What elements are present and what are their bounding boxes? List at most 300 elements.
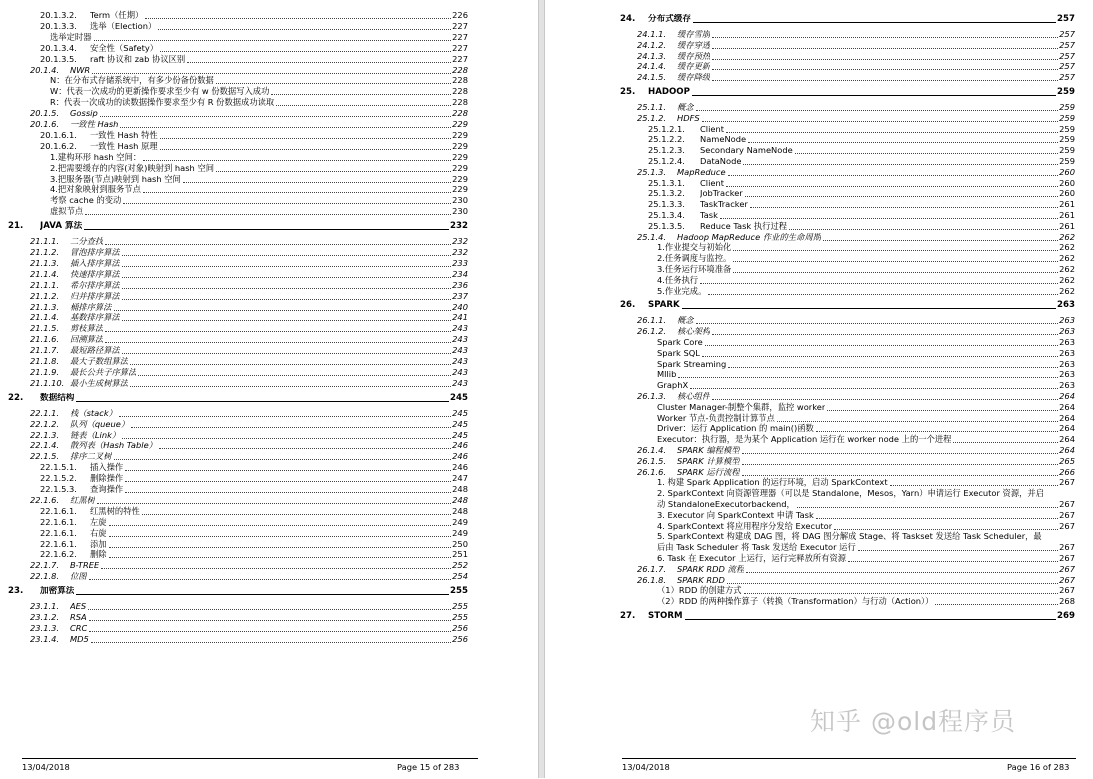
toc-entry-page: 257 — [1059, 72, 1075, 83]
toc-entry-title: 剪枝算法 — [70, 323, 104, 334]
toc-leader-dots — [105, 342, 451, 343]
toc-page-left — [0, 0, 538, 778]
toc-entry[interactable] — [657, 423, 1075, 434]
toc-entry[interactable] — [637, 61, 1075, 72]
toc-entry-page: 243 — [452, 323, 468, 334]
toc-entry[interactable] — [648, 134, 1075, 145]
toc-entry-page: 267 — [1059, 553, 1075, 563]
toc-entry-number: 20.1.3.2. — [40, 10, 77, 20]
toc-entry[interactable] — [40, 141, 468, 152]
toc-leader-dots — [702, 121, 1058, 122]
toc-leader-dots — [125, 492, 451, 493]
toc-entry-title: 一致性 Hash 原理 — [90, 140, 158, 151]
toc-entry[interactable] — [648, 188, 1075, 199]
toc-entry-number: 25.1.2.4. — [648, 156, 685, 166]
toc-entry-number: 25. — [620, 87, 636, 97]
toc-entry-number: 22.1.4. — [30, 440, 60, 451]
toc-chapter-entry[interactable] — [8, 586, 468, 597]
toc-entry-title: 冒泡排序算法 — [70, 247, 120, 257]
toc-entry-title: 1. 构建 Spark Application 的运行环境，启动 SparkContext — [657, 477, 888, 488]
toc-entry-title: （1）RDD 的创建方式 — [657, 585, 742, 596]
toc-entry-page: 227 — [452, 42, 468, 53]
toc-entry-page: 268 — [1059, 596, 1075, 607]
toc-leader-dots — [122, 288, 451, 289]
toc-entry[interactable] — [30, 312, 468, 323]
toc-entry-title: 基数排序算法 — [70, 312, 120, 323]
toc-entry-page: 246 — [452, 440, 468, 451]
toc-entry-page: 257 — [1059, 50, 1075, 61]
toc-leader-dots — [727, 583, 1058, 584]
toc-leader-dots — [114, 310, 452, 311]
toc-entry-title: 删除 — [90, 549, 107, 560]
toc-entry-number: 27. — [620, 611, 636, 621]
toc-entry-title: SPARK 计算模型 — [677, 455, 740, 466]
toc-entry[interactable] — [637, 167, 1075, 178]
toc-entry[interactable] — [648, 210, 1075, 221]
toc-entry[interactable] — [40, 130, 468, 141]
toc-entry-title: HADOOP — [648, 87, 690, 97]
toc-leader-dots — [692, 95, 1056, 96]
toc-leader-dots — [142, 514, 451, 515]
toc-entry-title: 3.任务运行环境准备 — [657, 264, 732, 274]
toc-entry[interactable] — [30, 560, 468, 571]
toc-leader-dots — [712, 399, 1058, 400]
toc-entry-title: 概念 — [677, 102, 694, 112]
toc-entry-page: 232 — [452, 236, 468, 247]
toc-entry-title: 5.作业完成。 — [657, 285, 707, 296]
toc-entry[interactable] — [657, 542, 1075, 553]
toc-entry-page: 243 — [452, 377, 468, 388]
toc-entry[interactable] — [637, 40, 1075, 51]
toc-chapter-entry[interactable] — [620, 611, 1075, 622]
toc-entry-title: 快速排序算法 — [70, 268, 120, 279]
toc-entry[interactable] — [30, 612, 468, 623]
toc-entry-number: 23.1.2. — [30, 612, 60, 622]
toc-entry-title: 一致性 Hash 特性 — [90, 129, 158, 140]
toc-entry-number: 24.1.4. — [637, 61, 667, 72]
toc-entry-page: 263 — [1059, 358, 1075, 369]
toc-entry-page: 245 — [452, 407, 468, 418]
toc-entry[interactable] — [30, 108, 468, 119]
toc-entry[interactable] — [657, 531, 1075, 542]
toc-entry[interactable] — [30, 280, 468, 291]
toc-entry-number: 26.1.7. — [637, 563, 667, 574]
toc-leader-dots — [746, 572, 1058, 573]
toc-entry-number: 21.1.9. — [30, 366, 60, 377]
toc-entry-title: Term（任期） — [90, 10, 144, 20]
toc-entry[interactable] — [30, 571, 468, 582]
toc-entry-page: 228 — [452, 108, 468, 119]
toc-entry[interactable] — [30, 302, 468, 313]
toc-entry-page: 262 — [1059, 253, 1075, 264]
toc-entry[interactable] — [648, 221, 1075, 232]
toc-leader-dots — [696, 110, 1059, 111]
toc-entry[interactable] — [30, 408, 468, 419]
toc-entry-page: 259 — [1059, 134, 1075, 145]
toc-entry[interactable] — [657, 275, 1075, 286]
toc-entry[interactable] — [50, 75, 468, 86]
toc-entry-page: 247 — [452, 473, 468, 484]
toc-entry[interactable] — [50, 163, 468, 174]
toc-entry[interactable] — [657, 253, 1075, 264]
toc-leader-dots — [119, 416, 451, 417]
toc-entry[interactable] — [648, 156, 1075, 167]
toc-entry[interactable] — [40, 517, 468, 528]
toc-entry[interactable] — [657, 380, 1075, 391]
toc-entry-number: 25.1.3.2. — [648, 188, 685, 199]
toc-entry[interactable] — [657, 510, 1075, 521]
toc-entry-page: 269 — [1057, 611, 1075, 621]
toc-entry[interactable] — [50, 152, 468, 163]
toc-entry-title: NWR — [70, 64, 91, 75]
toc-entry-title: SPARK 运行流程 — [677, 466, 740, 477]
toc-entry[interactable] — [40, 43, 468, 54]
toc-entry[interactable] — [30, 601, 468, 612]
toc-entry-number: 23.1.4. — [30, 633, 60, 644]
toc-entry-title: 概念 — [677, 315, 694, 326]
toc-entry[interactable] — [40, 484, 468, 495]
toc-entry-title: Reduce Task 执行过程 — [700, 220, 788, 231]
toc-entry[interactable] — [40, 506, 468, 517]
toc-entry[interactable] — [40, 539, 468, 550]
toc-entry-title: 4.把对象映射到服务节点 — [50, 184, 141, 195]
toc-entry[interactable] — [40, 54, 468, 65]
toc-entry[interactable] — [30, 345, 468, 356]
toc-entry-title: 左旋 — [90, 516, 107, 527]
toc-entry-page: 237 — [452, 290, 468, 301]
toc-entry[interactable] — [657, 359, 1075, 370]
toc-entry-title: 缓存预热 — [677, 50, 711, 61]
toc-entry-title: 最小生成树算法 — [70, 377, 129, 388]
toc-entry[interactable] — [30, 258, 468, 269]
toc-entry-title: 核心架构 — [677, 326, 711, 337]
toc-entry-number: 26.1.6. — [637, 466, 667, 477]
toc-entry[interactable] — [657, 585, 1075, 596]
toc-leader-dots — [94, 40, 452, 41]
toc-entry-number: 25.1.3.4. — [648, 210, 685, 220]
toc-leader-dots — [89, 620, 451, 621]
toc-leader-dots — [160, 149, 451, 150]
toc-entry[interactable] — [657, 402, 1075, 413]
toc-entry-page: 267 — [1059, 574, 1075, 585]
toc-entry-page: 243 — [452, 345, 468, 356]
toc-entry-title: 加密算法 — [40, 586, 75, 597]
toc-entry-page: 226 — [452, 10, 468, 20]
toc-entry[interactable] — [637, 575, 1075, 586]
toc-entry[interactable] — [657, 434, 1075, 445]
toc-entry-title: 6. Task 在 Executor 上运行，运行完释放所有资源 — [657, 553, 847, 563]
toc-entry-page: 255 — [452, 612, 468, 622]
toc-entry-number: 22.1.5.2. — [40, 473, 77, 484]
toc-entry[interactable] — [637, 315, 1075, 326]
toc-leader-dots — [816, 431, 1058, 432]
toc-entry-page: 267 — [1059, 585, 1075, 596]
toc-chapter-entry[interactable] — [620, 87, 1075, 98]
toc-leader-dots — [120, 127, 451, 128]
toc-entry-page: 267 — [1059, 520, 1075, 531]
toc-entry-title: GraphX — [657, 380, 689, 391]
toc-entry-title: 4. SparkContext 将应用程序分发给 Executor — [657, 520, 833, 531]
toc-entry[interactable] — [40, 462, 468, 473]
toc-entry-title: Driver：运行 Application 的 main()函数 — [657, 423, 814, 434]
toc-entry[interactable] — [30, 623, 468, 634]
toc-entry[interactable] — [637, 326, 1075, 337]
toc-entry-title: 5. SparkContext 构建成 DAG 图，将 DAG 图分解成 Stage、将 Taskset 发送给 Task Scheduler，最 — [657, 531, 1042, 542]
toc-entry-number: 21.1.3. — [30, 257, 60, 268]
toc-leader-dots — [720, 218, 1058, 219]
toc-entry[interactable] — [657, 242, 1075, 253]
toc-entry[interactable] — [50, 97, 468, 108]
toc-entry[interactable] — [30, 291, 468, 302]
toc-entry-number: 25.1.3.3. — [648, 199, 685, 210]
toc-entry-page: 229 — [452, 173, 468, 184]
toc-entry-page: 261 — [1059, 199, 1075, 210]
toc-chapter-entry[interactable] — [620, 14, 1075, 25]
toc-entry[interactable] — [50, 86, 468, 97]
toc-entry-number: 20.1.3.3. — [40, 20, 77, 31]
toc-entry[interactable] — [50, 32, 468, 43]
toc-entry-number: 20.1.3.4. — [40, 42, 77, 53]
toc-entry-page: 257 — [1057, 14, 1075, 24]
toc-entry-title: Client — [700, 123, 725, 134]
toc-chapter-entry[interactable] — [620, 300, 1075, 311]
toc-entry-page: 267 — [1059, 499, 1075, 509]
toc-leader-dots — [712, 59, 1058, 60]
toc-leader-dots — [122, 320, 451, 321]
toc-entry-title: Client — [700, 177, 725, 188]
toc-entry-page: 246 — [452, 451, 468, 462]
toc-entry-title: Gossip — [70, 108, 98, 119]
toc-entry-page: 259 — [1059, 156, 1075, 166]
toc-entry-number: 22.1.7. — [30, 560, 60, 571]
toc-leader-dots — [685, 619, 1057, 620]
toc-entry-title: 1.建构环形 hash 空间： — [50, 151, 142, 162]
toc-entry-title: 栈（stack） — [70, 407, 117, 418]
toc-entry[interactable] — [30, 356, 468, 367]
toc-leader-dots — [131, 427, 451, 428]
toc-entry-number: 21.1.3. — [30, 301, 60, 312]
toc-entry[interactable] — [637, 445, 1075, 456]
toc-entry[interactable] — [637, 72, 1075, 83]
toc-entry[interactable] — [30, 65, 468, 76]
toc-entry-page: 229 — [452, 151, 468, 162]
toc-entry-title: 3.把服务器(节点)映射到 hash 空间 — [50, 173, 181, 184]
toc-entry-title: 最短路径算法 — [70, 345, 120, 356]
toc-entry-page: 227 — [452, 31, 468, 42]
toc-entry[interactable] — [30, 119, 468, 130]
toc-entry-page: 265 — [1059, 455, 1075, 466]
toc-leader-dots — [89, 579, 452, 580]
toc-entry-page: 263 — [1059, 380, 1075, 391]
toc-entry[interactable] — [40, 10, 468, 21]
toc-entry-title: 数据结构 — [40, 392, 75, 403]
toc-entry-title: （2）RDD 的两种操作算子（转换（Transformation）与行动（Action）） — [657, 596, 934, 607]
toc-entry-title: 2.任务调度与监控。 — [657, 253, 732, 264]
toc-entry[interactable] — [648, 145, 1075, 156]
toc-entry[interactable] — [657, 286, 1075, 297]
toc-entry-title: 动 StandaloneExecutorbackend， — [657, 499, 795, 509]
toc-entry[interactable] — [657, 553, 1075, 564]
toc-entry-page: 256 — [452, 622, 468, 633]
toc-entry[interactable] — [50, 174, 468, 185]
toc-entry[interactable] — [657, 369, 1075, 380]
toc-entry[interactable] — [657, 264, 1075, 275]
toc-leader-dots — [712, 69, 1058, 70]
toc-entry-title: 红黑树 — [70, 494, 95, 505]
toc-entry[interactable] — [648, 178, 1075, 189]
toc-entry[interactable] — [637, 232, 1075, 243]
toc-entry[interactable] — [40, 528, 468, 539]
toc-entry-title: DataNode — [700, 156, 742, 166]
toc-leader-dots — [682, 308, 1056, 309]
toc-entry-page: 232 — [452, 247, 468, 257]
toc-leader-dots — [187, 62, 451, 63]
toc-entry-title: 散列表（Hash Table） — [70, 440, 157, 451]
toc-entry-page: 229 — [452, 119, 468, 129]
toc-entry[interactable] — [657, 413, 1075, 424]
toc-entry-number: 22.1.5. — [30, 451, 60, 462]
toc-entry[interactable] — [637, 391, 1075, 402]
toc-entry-page: 255 — [450, 586, 468, 597]
toc-entry-number: 25.1.3.5. — [648, 220, 685, 231]
toc-entry[interactable] — [30, 378, 468, 389]
toc-entry[interactable] — [30, 430, 468, 441]
toc-entry-page: 264 — [1059, 412, 1075, 423]
toc-leader-dots — [700, 283, 1058, 284]
toc-entry[interactable] — [637, 564, 1075, 575]
page-footer-right — [622, 758, 1076, 779]
toc-leader-dots — [145, 18, 451, 19]
toc-entry-page: 259 — [1057, 87, 1075, 97]
toc-entry[interactable] — [637, 113, 1075, 124]
toc-entry[interactable] — [637, 102, 1075, 113]
toc-entry-page: 248 — [452, 505, 468, 516]
toc-entry-title: Worker 节点-负责控制计算节点 — [657, 412, 775, 423]
toc-entry-page: 262 — [1059, 274, 1075, 285]
toc-entry-title: 缓存更新 — [677, 61, 711, 72]
toc-entry[interactable] — [30, 440, 468, 451]
toc-leader-dots — [122, 353, 451, 354]
toc-leader-dots — [744, 593, 1059, 594]
toc-entry[interactable] — [30, 334, 468, 345]
toc-entry[interactable] — [30, 451, 468, 462]
toc-entry[interactable] — [657, 348, 1075, 359]
toc-chapter-entry[interactable] — [8, 221, 468, 232]
toc-leader-dots — [143, 192, 451, 193]
toc-entry[interactable] — [30, 323, 468, 334]
toc-entry-page: 263 — [1059, 369, 1075, 380]
toc-entry[interactable] — [50, 195, 468, 206]
toc-entry-title: 二分查找 — [70, 236, 104, 247]
toc-entry-number: 25.1.2.3. — [648, 145, 685, 156]
toc-entry-title: 缓存穿透 — [677, 39, 711, 50]
toc-entry-title: 核心组件 — [677, 391, 711, 401]
toc-entry-number: 23.1.3. — [30, 622, 60, 633]
toc-entry[interactable] — [637, 456, 1075, 467]
toc-entry-page: 262 — [1059, 264, 1075, 274]
toc-entry[interactable] — [30, 495, 468, 506]
toc-entry[interactable] — [30, 236, 468, 247]
toc-entry-page: 243 — [452, 334, 468, 345]
toc-entry[interactable] — [657, 521, 1075, 532]
toc-entry[interactable] — [30, 269, 468, 280]
toc-leader-dots — [109, 536, 452, 537]
toc-entry[interactable] — [40, 473, 468, 484]
toc-leader-dots — [216, 83, 451, 84]
toc-leader-dots — [101, 568, 451, 569]
toc-entry-title: 考察 cache 的变动 — [50, 195, 122, 206]
toc-entry[interactable] — [657, 596, 1075, 607]
toc-entry-page: 267 — [1059, 542, 1075, 553]
toc-leader-dots — [733, 250, 1058, 251]
toc-entry-title: W：代表一次成功的更新操作要求至少有 w 份数据写入成功 — [50, 86, 270, 97]
toc-entry[interactable] — [30, 419, 468, 430]
toc-entry-title: 4.任务执行 — [657, 274, 699, 285]
toc-entry-page: 249 — [452, 527, 468, 538]
toc-entry-title: JobTracker — [700, 188, 743, 199]
toc-entry-title: R：代表一次成功的读数据操作要求至少有 R 份数据成功读取 — [50, 97, 275, 108]
toc-entry-page: 263 — [1059, 326, 1075, 337]
toc-entry[interactable] — [30, 634, 468, 645]
toc-entry-title: Hadoop MapReduce 作业的生命周期 — [677, 231, 821, 242]
toc-entry[interactable] — [637, 51, 1075, 62]
toc-entry[interactable] — [50, 206, 468, 217]
toc-entry-page: 266 — [1059, 466, 1075, 477]
toc-entry-page: 251 — [452, 549, 468, 560]
toc-entry[interactable] — [648, 199, 1075, 210]
toc-entry[interactable] — [50, 184, 468, 195]
toc-entry-title: 归并排序算法 — [70, 290, 120, 301]
toc-entry-title: HDFS — [677, 112, 700, 123]
toc-leader-dots — [742, 464, 1059, 465]
toc-entry-title: 排序二叉树 — [70, 451, 112, 462]
toc-entry-page: 263 — [1059, 347, 1075, 358]
toc-entry[interactable] — [637, 467, 1075, 478]
toc-entry-title: Spark SQL — [657, 347, 700, 358]
toc-leader-dots — [92, 73, 451, 74]
toc-chapter-entry[interactable] — [8, 393, 468, 404]
toc-entry-title: 链表（Link） — [70, 429, 121, 440]
toc-entry-number: 25.1.2. — [637, 112, 667, 123]
toc-entry-page: 259 — [1059, 102, 1075, 112]
toc-entry-number: 22.1.8. — [30, 571, 60, 582]
toc-entry-title: Mllib — [657, 369, 677, 380]
toc-entry-title: 插入操作 — [90, 462, 124, 473]
toc-entry-number: 26.1.2. — [637, 326, 667, 337]
toc-entry[interactable] — [657, 488, 1075, 499]
toc-entry[interactable] — [637, 29, 1075, 40]
toc-entry[interactable] — [657, 337, 1075, 348]
toc-entry[interactable] — [657, 477, 1075, 488]
toc-leader-dots — [733, 261, 1058, 262]
toc-entry[interactable] — [657, 499, 1075, 510]
toc-entry[interactable] — [30, 367, 468, 378]
toc-entry[interactable] — [648, 124, 1075, 135]
toc-entry-number: 24.1.5. — [637, 72, 667, 83]
toc-leader-dots — [109, 557, 452, 558]
toc-entry-page: 234 — [452, 268, 468, 279]
toc-entry[interactable] — [40, 549, 468, 560]
toc-leader-dots — [702, 356, 1058, 357]
toc-leader-dots — [122, 299, 451, 300]
toc-entry-page: 248 — [452, 494, 468, 505]
toc-leader-dots — [89, 631, 451, 632]
toc-entry[interactable] — [40, 21, 468, 32]
toc-entry[interactable] — [30, 247, 468, 258]
toc-entry-number: 24.1.3. — [637, 50, 667, 61]
toc-leader-dots — [678, 377, 1058, 378]
toc-entry-number: 20.1.6.1. — [40, 129, 77, 140]
